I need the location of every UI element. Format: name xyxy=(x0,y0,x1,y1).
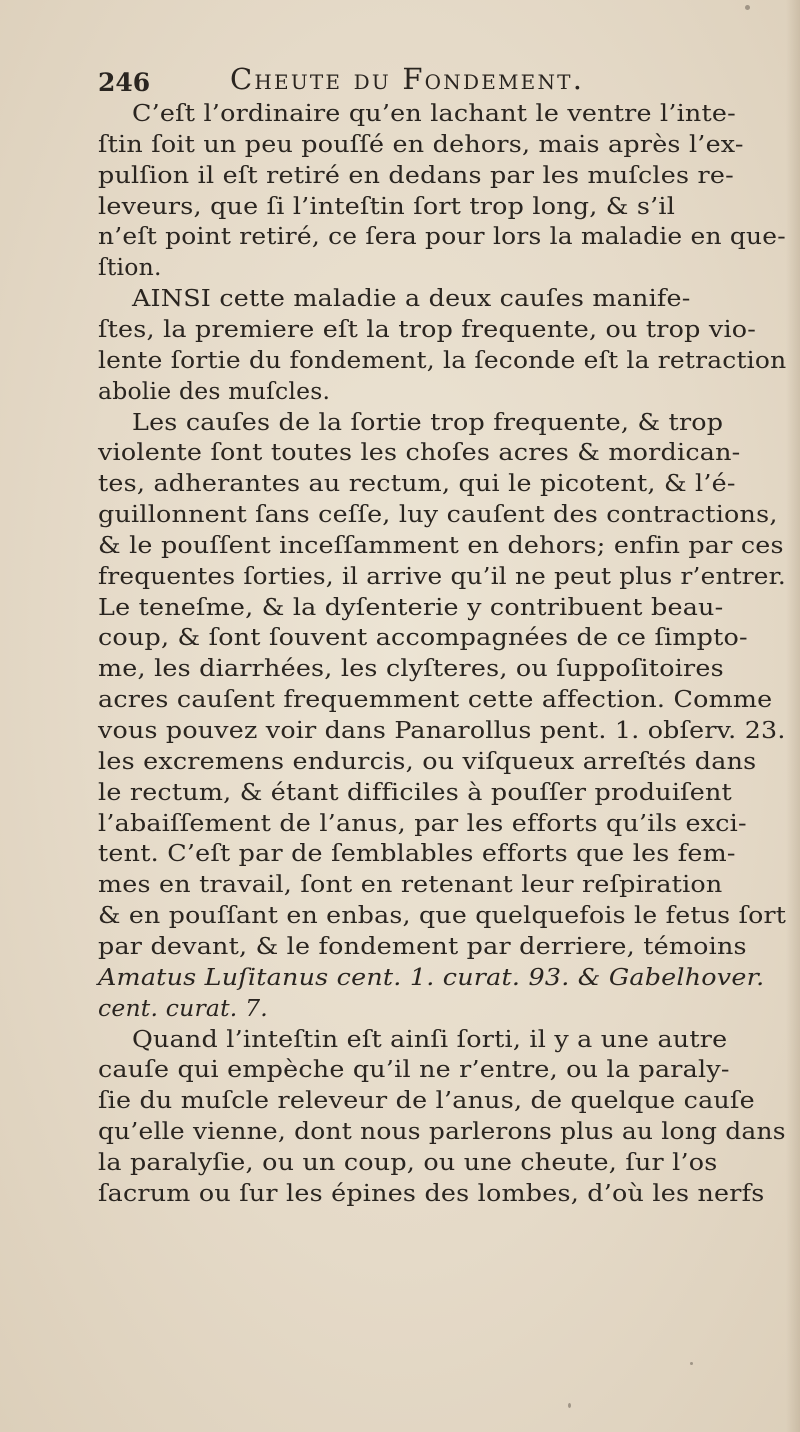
text-line: Le teneſme, & la dyſenterie y contribuent beau- xyxy=(98,592,724,621)
page-edge-shadow xyxy=(786,0,800,1432)
text-line: abolie des muſcles. xyxy=(98,376,331,405)
text-line: ſie du muſcle releveur de l’anus, de quelque cauſe xyxy=(98,1086,755,1115)
text-line: Amatus Luſitanus cent. 1. curat. 93. & Gabelhover. xyxy=(98,962,765,991)
text-line: tent. C’eſt par de ſemblables efforts que les fem- xyxy=(98,839,736,868)
text-line: acres cauſent frequemment cette affection. Comme xyxy=(98,685,773,714)
text-line: & en pouſſant en enbas, que quelquefois le fetus ſort xyxy=(98,901,787,930)
ink-speck xyxy=(690,1362,693,1365)
ink-speck xyxy=(568,1403,571,1408)
text-line: guillonnent ſans ceſſe, luy cauſent des contractions, xyxy=(98,500,778,529)
text-line: vous pouvez voir dans Panarollus pent. 1. obſerv. 23. xyxy=(98,716,786,744)
text-line: ſtes, la premiere eſt la trop frequente, ou trop vio- xyxy=(98,314,757,343)
text-line: cent. curat. 7. xyxy=(98,993,268,1022)
text-line: coup, & ſont ſouvent accompagnées de ce ſimpto- xyxy=(98,623,748,652)
page-number: 246 xyxy=(98,68,151,97)
text-line: qu’elle vienne, dont nous parlerons plus au long dans xyxy=(98,1117,786,1146)
text-line: violente ſont toutes les choſes acres & mordican- xyxy=(98,438,741,467)
text-line: le rectum, & étant difficiles à pouſſer produiſent xyxy=(98,777,732,806)
text-line: Quand l’inteſtin eſt ainſi ſorti, il y a une autre xyxy=(132,1024,728,1053)
text-line: ſtin ſoit un peu pouſſé en dehors, mais après l’ex- xyxy=(98,129,744,158)
text-line: me, les diarrhées, les clyſteres, ou ſuppoſitoires xyxy=(98,654,724,683)
text-line: & le pouſſent inceſſamment en dehors; enfin par ces xyxy=(98,530,784,559)
running-title: Cheute du Fondement. xyxy=(230,62,585,96)
text-line: AINSI cette maladie a deux cauſes manife- xyxy=(132,284,691,313)
text-line: par devant, & le fondement par derriere, témoins xyxy=(98,931,747,960)
text-line: mes en travail, ſont en retenant leur reſpiration xyxy=(98,870,723,899)
text-line: lente ſortie du fondement, la ſeconde eſt la retraction xyxy=(98,345,787,374)
text-line: tes, adherantes au rectum, qui le picotent, & l’é- xyxy=(98,469,736,498)
text-line: ſtion. xyxy=(98,253,162,282)
text-line: pulſion il eſt retiré en dedans par les muſcles re- xyxy=(98,160,734,189)
text-line: frequentes ſorties, il arrive qu’il ne peut plus r’entrer. xyxy=(98,561,786,590)
body-text xyxy=(98,98,786,1208)
text-line: C’eſt l’ordinaire qu’en lachant le ventre l’inte- xyxy=(132,99,736,127)
text-line: la paralyſie, ou un coup, ou une cheute, ſur l’os xyxy=(98,1147,718,1176)
text-line: l’abaiſſement de l’anus, par les efforts qu’ils exci- xyxy=(98,808,747,837)
ink-speck xyxy=(745,5,750,10)
text-line: les excremens endurcis, ou viſqueux arreſtés dans xyxy=(98,746,757,775)
text-line: leveurs, que ſi l’inteſtin ſort trop long, & s’il xyxy=(98,191,676,220)
text-line: cauſe qui empèche qu’il ne r’entre, ou la paraly- xyxy=(98,1055,730,1084)
text-line: ſacrum ou ſur les épines des lombes, d’où les nerfs xyxy=(98,1178,765,1207)
text-line: n’eſt point retiré, ce ſera pour lors la maladie en que- xyxy=(98,222,786,251)
page-header xyxy=(98,62,698,102)
text-line: Les cauſes de la ſortie trop frequente, & trop xyxy=(132,407,724,436)
